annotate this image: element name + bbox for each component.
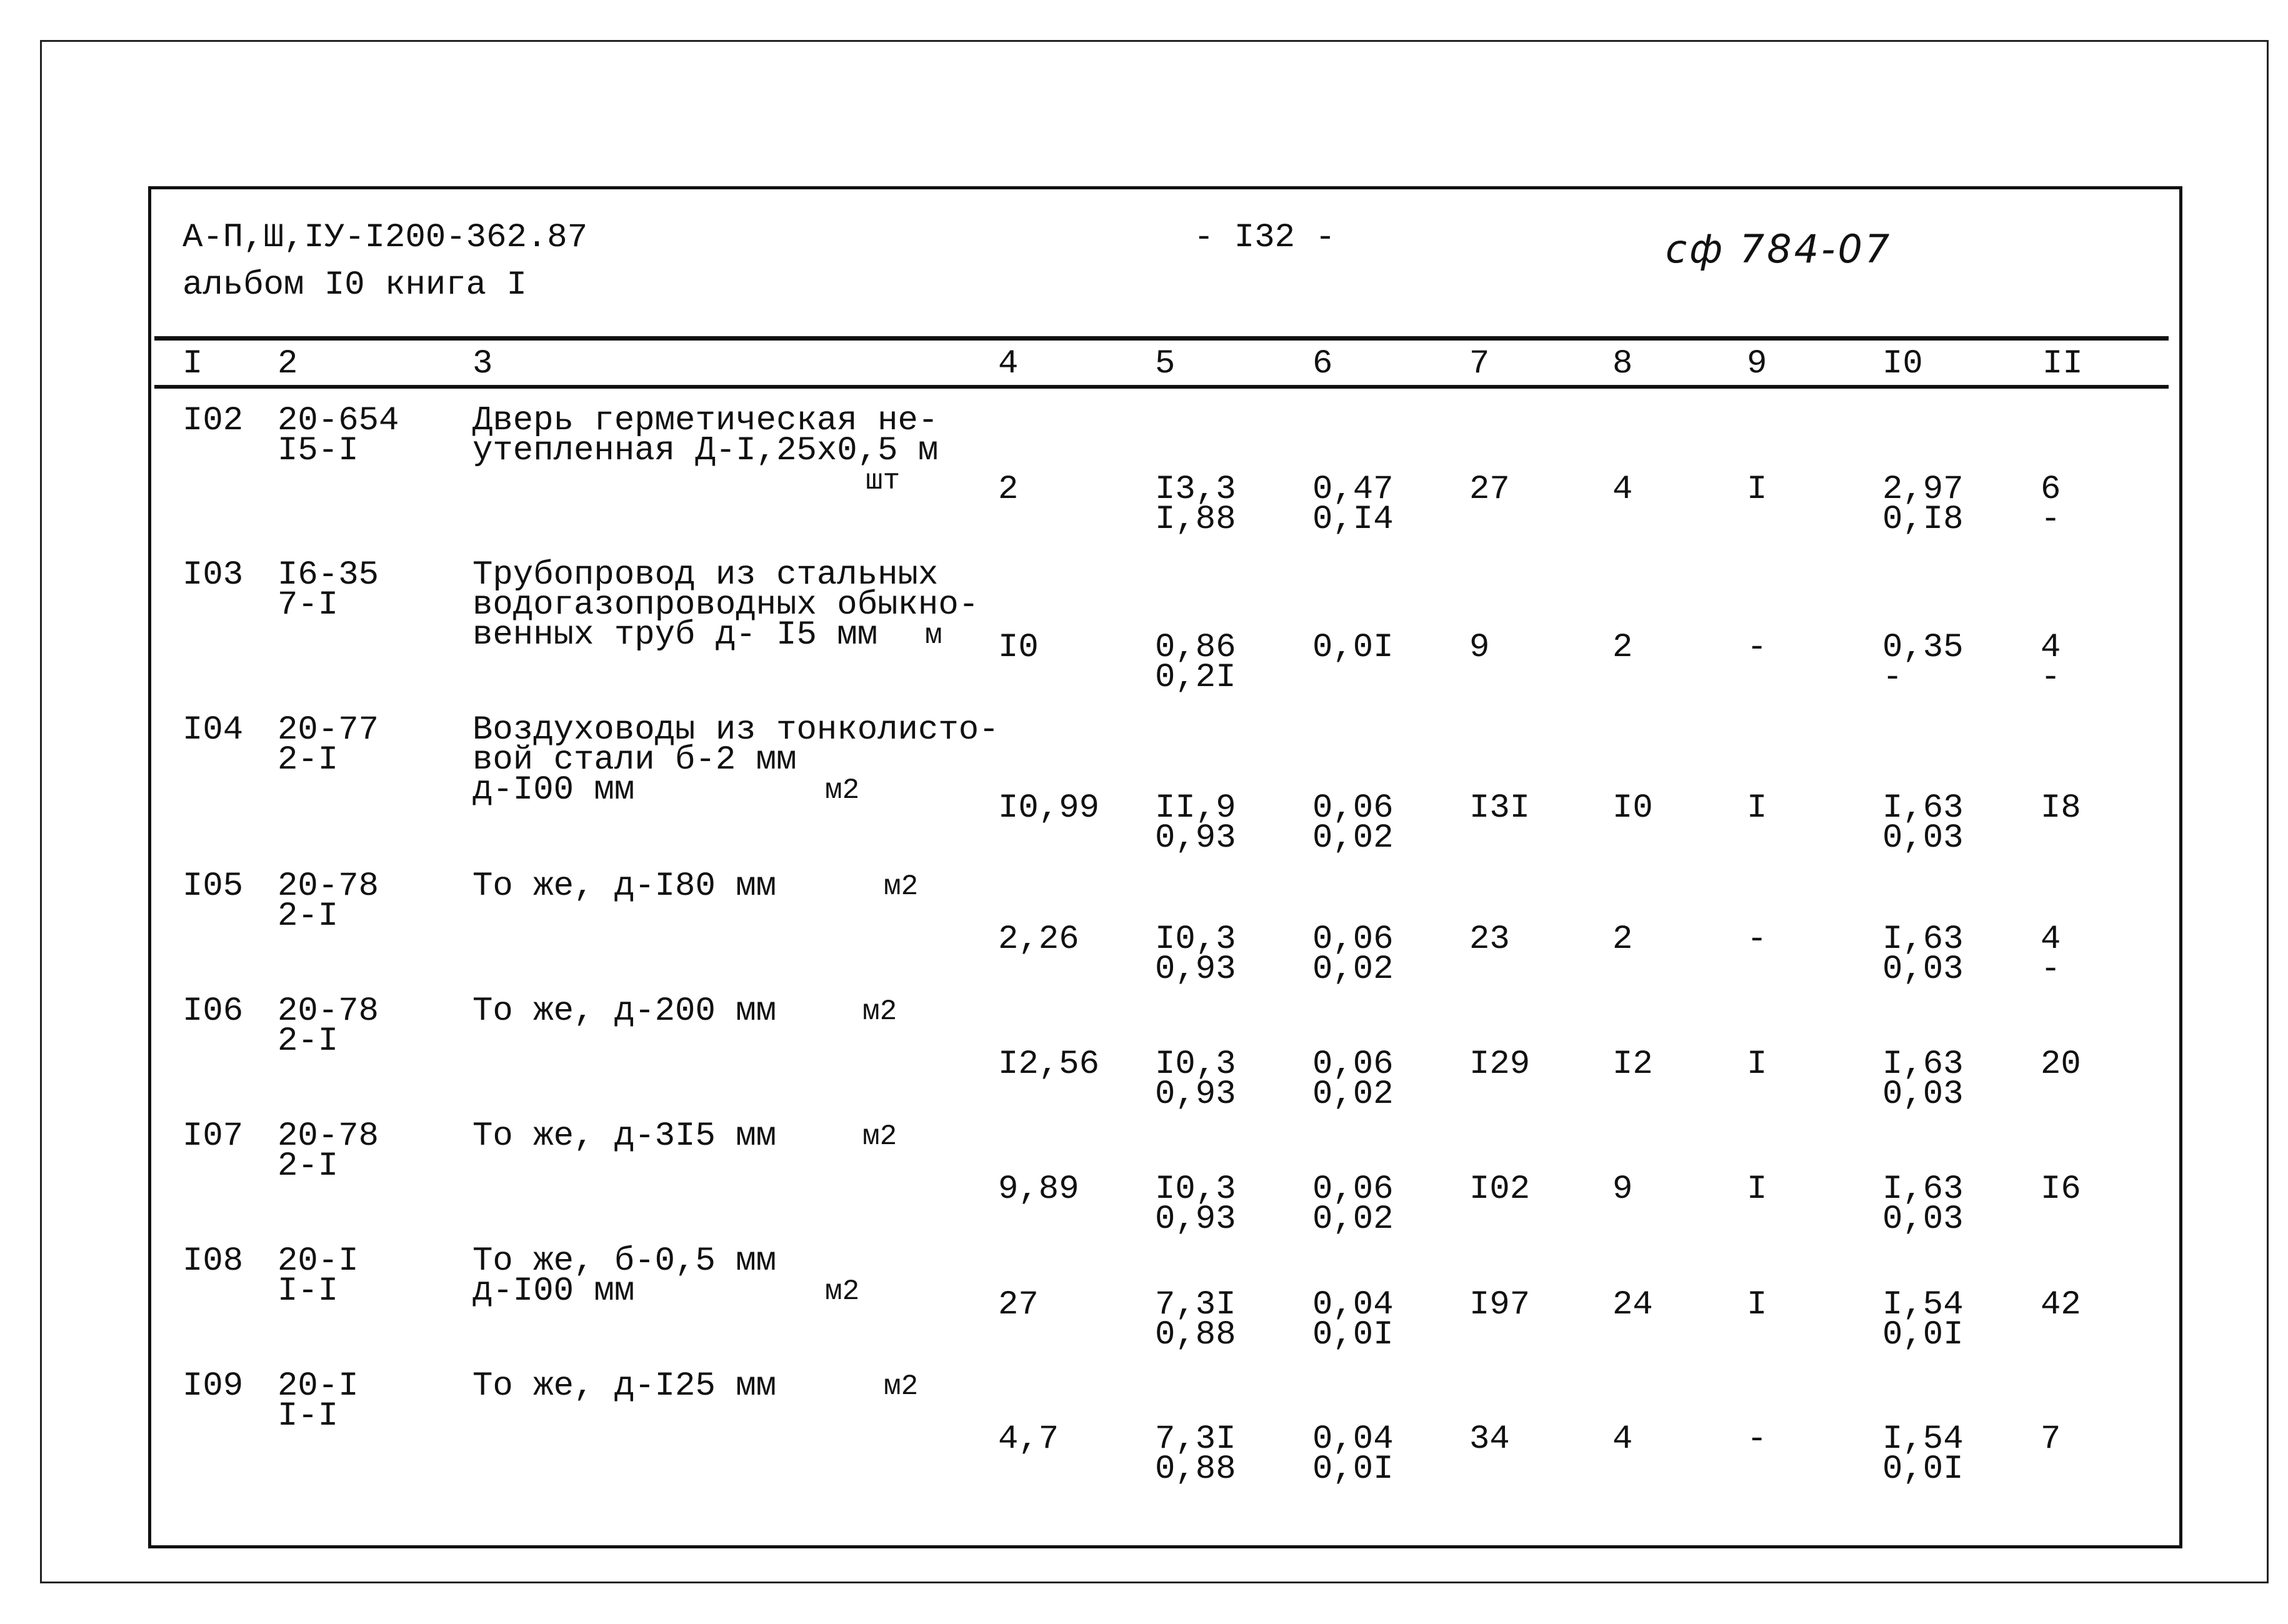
- item-description: То же, д-200 мм: [472, 992, 777, 1030]
- norm-code: 2-I: [277, 1022, 339, 1060]
- col8-value: I2: [1612, 1045, 1653, 1083]
- col11-value: I8: [2041, 789, 2081, 827]
- col11-value: -: [2041, 950, 2061, 989]
- col7-value: 27: [1469, 471, 1510, 509]
- col8-value: 2: [1612, 629, 1633, 667]
- unit-of-measure: м2: [862, 995, 897, 1028]
- col6-value: 0,0I: [1312, 1316, 1394, 1354]
- column-number-6: 6: [1312, 345, 1333, 383]
- col6-value: 0,47: [1312, 471, 1394, 509]
- row-number: I06: [182, 992, 244, 1030]
- col10-value: 0,0I: [1882, 1450, 1964, 1488]
- col5-value: I0,3: [1155, 1045, 1236, 1083]
- col7-value: I97: [1469, 1286, 1531, 1324]
- item-description: Воздуховоды из тонколисто-: [472, 711, 999, 749]
- col7-value: I29: [1469, 1045, 1531, 1083]
- column-number-9: 9: [1747, 345, 1767, 383]
- col11-value: 42: [2041, 1286, 2081, 1324]
- row-number: I02: [182, 402, 244, 440]
- column-number-4: 4: [998, 345, 1019, 383]
- col10-value: I,63: [1882, 789, 1964, 827]
- col5-value: II,9: [1155, 789, 1236, 827]
- col11-value: -: [2041, 501, 2061, 539]
- col10-value: 0,I8: [1882, 501, 1964, 539]
- col8-value: 9: [1612, 1170, 1633, 1208]
- col10-value: 0,03: [1882, 1075, 1964, 1113]
- unit-of-measure: м2: [884, 870, 919, 903]
- unit-of-measure: м2: [825, 1275, 860, 1308]
- col6-value: 0,02: [1312, 819, 1394, 857]
- item-description: То же, д-I25 мм: [472, 1367, 777, 1405]
- col5-value: 0,2I: [1155, 659, 1236, 697]
- norm-code: 2-I: [277, 1147, 339, 1185]
- item-description: вой стали б-2 мм: [472, 741, 797, 779]
- col6-value: 0,I4: [1312, 501, 1394, 539]
- col9-value: I: [1747, 789, 1767, 827]
- norm-code: 2-I: [277, 897, 339, 935]
- col9-value: -: [1747, 629, 1767, 667]
- item-description: д-I00 мм: [472, 1272, 635, 1310]
- column-number-7: 7: [1469, 345, 1490, 383]
- norm-code: I-I: [277, 1397, 339, 1435]
- col10-value: I,54: [1882, 1420, 1964, 1458]
- col10-value: 2,97: [1882, 471, 1964, 509]
- col7-value: I3I: [1469, 789, 1531, 827]
- row-number: I05: [182, 867, 244, 905]
- col6-value: 0,06: [1312, 789, 1394, 827]
- col6-value: 0,02: [1312, 950, 1394, 989]
- col11-value: 7: [2041, 1420, 2061, 1458]
- norm-code: 20-654: [277, 402, 399, 440]
- col5-value: I3,3: [1155, 471, 1236, 509]
- col6-value: 0,0I: [1312, 1450, 1394, 1488]
- header-bottom-rule: [154, 385, 2169, 389]
- quantity: 27: [998, 1286, 1039, 1324]
- col5-value: 7,3I: [1155, 1420, 1236, 1458]
- item-description: Трубопровод из стальных: [472, 556, 939, 594]
- norm-code: I5-I: [277, 432, 359, 470]
- col5-value: I0,3: [1155, 1170, 1236, 1208]
- row-number: I03: [182, 556, 244, 594]
- handwritten-stamp: сф 784-07: [1666, 226, 1892, 272]
- col7-value: 34: [1469, 1420, 1510, 1458]
- col5-value: 0,93: [1155, 1075, 1236, 1113]
- document-code: А-П,Ш,IУ-I200-362.87: [182, 219, 588, 257]
- norm-code: I-I: [277, 1272, 339, 1310]
- col10-value: I,63: [1882, 1170, 1964, 1208]
- col7-value: 23: [1469, 920, 1510, 959]
- album-label: альбом I0 книга I: [182, 266, 527, 304]
- unit-of-measure: м2: [862, 1120, 897, 1153]
- col10-value: 0,03: [1882, 950, 1964, 989]
- quantity: 4,7: [998, 1420, 1059, 1458]
- quantity: 2: [998, 471, 1019, 509]
- norm-code: I6-35: [277, 556, 379, 594]
- col11-value: 20: [2041, 1045, 2081, 1083]
- col10-value: 0,35: [1882, 629, 1964, 667]
- item-description: То же, б-0,5 мм: [472, 1242, 777, 1280]
- norm-code: 20-78: [277, 867, 379, 905]
- norm-code: 20-78: [277, 1117, 379, 1155]
- quantity: 2,26: [998, 920, 1079, 959]
- col10-value: I,54: [1882, 1286, 1964, 1324]
- col7-value: 9: [1469, 629, 1490, 667]
- col10-value: -: [1882, 659, 1903, 697]
- norm-code: 7-I: [277, 586, 339, 624]
- unit-of-measure: м2: [884, 1370, 919, 1403]
- column-number-10: I0: [1882, 345, 1923, 383]
- item-description: венных труб д- I5 мм: [472, 616, 878, 654]
- col6-value: 0,06: [1312, 920, 1394, 959]
- col5-value: 0,88: [1155, 1450, 1236, 1488]
- norm-code: 20-78: [277, 992, 379, 1030]
- col10-value: I,63: [1882, 1045, 1964, 1083]
- col10-value: 0,03: [1882, 819, 1964, 857]
- col9-value: I: [1747, 471, 1767, 509]
- col9-value: I: [1747, 1170, 1767, 1208]
- col6-value: 0,02: [1312, 1200, 1394, 1238]
- col8-value: 4: [1612, 471, 1633, 509]
- col8-value: 24: [1612, 1286, 1653, 1324]
- item-description: водогазопроводных обыкно-: [472, 586, 979, 624]
- header-top-rule: [154, 336, 2169, 341]
- norm-code: 2-I: [277, 741, 339, 779]
- col5-value: 0,86: [1155, 629, 1236, 667]
- col5-value: 0,93: [1155, 819, 1236, 857]
- item-description: д-I00 мм: [472, 771, 635, 809]
- row-number: I08: [182, 1242, 244, 1280]
- col10-value: 0,0I: [1882, 1316, 1964, 1354]
- col5-value: 0,93: [1155, 950, 1236, 989]
- col11-value: 4: [2041, 920, 2061, 959]
- col10-value: I,63: [1882, 920, 1964, 959]
- quantity: I0: [998, 629, 1039, 667]
- row-number: I07: [182, 1117, 244, 1155]
- norm-code: 20-77: [277, 711, 379, 749]
- item-description: Дверь герметическая не-: [472, 402, 939, 440]
- col5-value: 7,3I: [1155, 1286, 1236, 1324]
- col11-value: -: [2041, 659, 2061, 697]
- col9-value: I: [1747, 1286, 1767, 1324]
- col9-value: -: [1747, 1420, 1767, 1458]
- unit-of-measure: м2: [825, 774, 860, 807]
- quantity: 9,89: [998, 1170, 1079, 1208]
- col11-value: 4: [2041, 629, 2061, 667]
- item-description: То же, д-3I5 мм: [472, 1117, 777, 1155]
- col5-value: 0,93: [1155, 1200, 1236, 1238]
- col6-value: 0,04: [1312, 1420, 1394, 1458]
- column-number-11: II: [2042, 345, 2083, 383]
- norm-code: 20-I: [277, 1367, 359, 1405]
- row-number: I09: [182, 1367, 244, 1405]
- col9-value: I: [1747, 1045, 1767, 1083]
- col8-value: 4: [1612, 1420, 1633, 1458]
- col8-value: I0: [1612, 789, 1653, 827]
- item-description: утепленная Д-I,25х0,5 м: [472, 432, 939, 470]
- quantity: I2,56: [998, 1045, 1100, 1083]
- row-number: I04: [182, 711, 244, 749]
- page-number: - I32 -: [1194, 219, 1336, 257]
- col6-value: 0,02: [1312, 1075, 1394, 1113]
- item-description: То же, д-I80 мм: [472, 867, 777, 905]
- col9-value: -: [1747, 920, 1767, 959]
- col5-value: I,88: [1155, 501, 1236, 539]
- col10-value: 0,03: [1882, 1200, 1964, 1238]
- unit-of-measure: м: [925, 619, 942, 652]
- column-number-8: 8: [1612, 345, 1633, 383]
- col11-value: I6: [2041, 1170, 2081, 1208]
- quantity: I0,99: [998, 789, 1100, 827]
- col6-value: 0,06: [1312, 1045, 1394, 1083]
- column-number-2: 2: [277, 345, 298, 383]
- column-number-5: 5: [1155, 345, 1176, 383]
- col11-value: 6: [2041, 471, 2061, 509]
- col6-value: 0,06: [1312, 1170, 1394, 1208]
- column-number-3: 3: [472, 345, 493, 383]
- unit-of-measure: шт: [866, 465, 901, 497]
- norm-code: 20-I: [277, 1242, 359, 1280]
- col5-value: I0,3: [1155, 920, 1236, 959]
- col8-value: 2: [1612, 920, 1633, 959]
- col7-value: I02: [1469, 1170, 1531, 1208]
- col5-value: 0,88: [1155, 1316, 1236, 1354]
- col6-value: 0,0I: [1312, 629, 1394, 667]
- col6-value: 0,04: [1312, 1286, 1394, 1324]
- column-number-1: I: [182, 345, 203, 383]
